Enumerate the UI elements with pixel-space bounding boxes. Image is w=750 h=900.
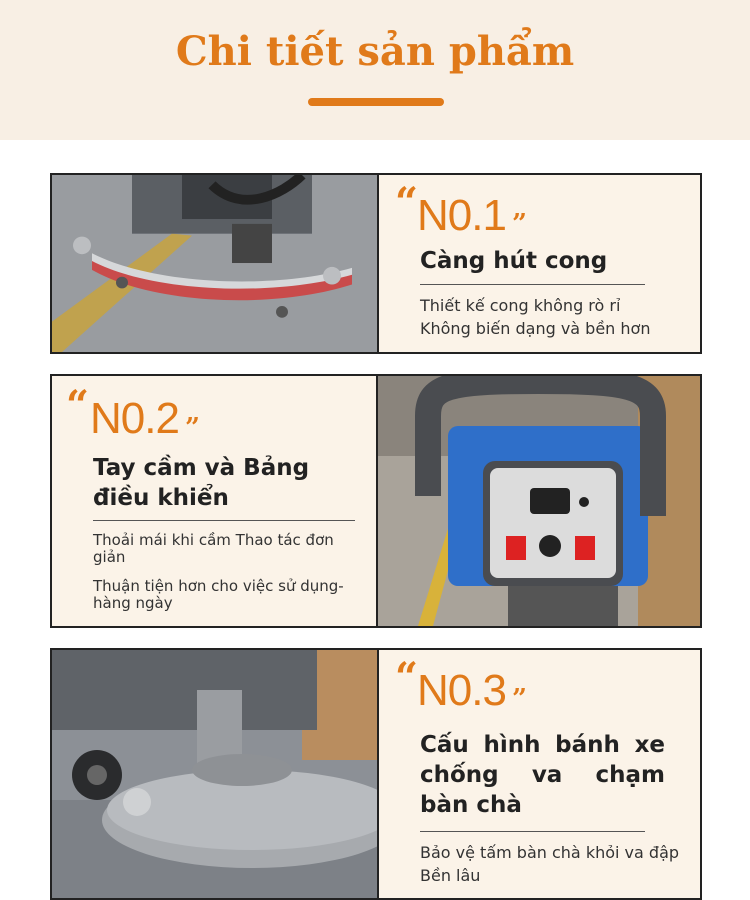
feature-row-3 [50,648,702,900]
feature-line-2: Thuận tiện hơn cho việc sử dụng-hàng ngày [93,577,344,612]
control-panel-photo [378,376,700,626]
title-rule [93,520,355,521]
feature-title: Càng hút cong [420,248,608,274]
feature-title: Cấu hình bánh xe chống va chạm bàn chà [420,732,665,818]
feature-number: N0.2 [90,394,179,443]
close-quote-icon: ” [512,209,527,239]
title-underline [308,98,444,106]
feature-title: Tay cầm và Bảng điều khiển [93,455,310,511]
feature-number: N0.3 [417,666,506,715]
squeegee-photo [52,175,377,352]
close-quote-icon: ” [512,684,527,714]
close-quote-icon: ” [185,413,200,443]
brush-deck-photo [52,650,377,898]
feature-card-1 [379,175,700,352]
feature-line-1: Thiết kế cong không rò rỉ [420,296,621,315]
title-rule [420,284,645,285]
feature-number: N0.1 [417,191,506,240]
feature-line-2: Bền lâu [420,866,481,885]
open-quote-icon: “ [66,382,90,429]
page-title: Chi tiết sản phẩm [175,28,575,75]
title-rule [420,831,645,832]
feature-line-1: Bảo vệ tấm bàn chà khỏi va đập [420,843,680,862]
feature-row-1 [50,173,702,354]
feature-card-2 [52,376,376,626]
page-header [0,0,750,140]
open-quote-icon: “ [395,654,419,701]
open-quote-icon: “ [395,179,419,226]
feature-line-2: Không biến dạng và bền hơn [420,319,651,338]
feature-card-3 [379,650,700,898]
feature-row-2 [50,374,702,628]
feature-line-1: Thoải mái khi cầm Thao tác đơn giản [93,531,334,566]
